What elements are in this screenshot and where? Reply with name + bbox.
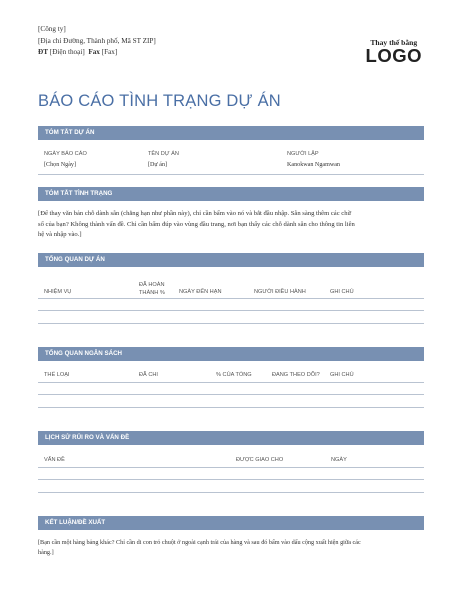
status-line: [Để thay văn bản chỗ dành sẵn (chẳng hạn như phần này), chỉ cần bấm vào nó và bắt đầu nhập. Sẵn sàng thêm các chữ [38,210,352,217]
col-date: NGÀY [331,457,347,463]
value-report-date[interactable]: [Chọn Ngày] [44,162,76,168]
section-risk-issue-history: LỊCH SỬ RỦI RO VÀ VẤN ĐỀ [38,431,424,445]
section-project-overview: TỔNG QUAN DỰ ÁN [38,253,424,267]
col-notes: GHI CHÚ [330,289,354,295]
table-row[interactable] [38,310,424,311]
table-row[interactable] [38,298,424,299]
status-text[interactable] [38,209,424,241]
label-report-date: NGÀY BÁO CÁO [44,151,87,157]
section-conclusion: KẾT LUẬN/ĐỀ XUẤT [38,516,424,530]
value-project-name[interactable]: [Dự án] [148,162,168,168]
col-issue: VẤN ĐỀ [44,457,65,463]
table-row[interactable] [38,479,424,480]
logo-placeholder[interactable] [366,38,422,65]
col-budget-notes: GHI CHÚ [330,372,354,378]
col-category: THỂ LOẠI [44,372,70,378]
col-percent-done-line2: THÀNH % [139,290,165,296]
company-info [38,24,156,59]
col-percent-done [139,281,165,297]
col-task: NHIỆM VỤ [44,289,72,295]
logo-text: LOGO [365,45,422,66]
company-contact [38,47,156,59]
col-owner: NGƯỜI ĐIỀU HÀNH [254,289,306,295]
section-status-summary: TÓM TẮT TÌNH TRẠNG [38,187,424,201]
col-percent-done-line1: ĐÃ HOÀN [139,282,165,288]
table-row[interactable] [38,467,424,468]
logo-subtitle: Thay thế bằng [370,38,418,47]
phone-value[interactable]: [Điện thoại] [49,48,85,56]
summary-divider [38,174,424,175]
label-prepared-by: NGƯỜI LẬP [287,151,319,157]
col-due-date: NGÀY ĐẾN HẠN [179,289,222,295]
table-row[interactable] [38,492,424,493]
company-name[interactable]: [Công ty] [38,25,66,33]
col-assigned-to: ĐƯỢC GIAO CHO [236,457,284,463]
label-project-name: TÊN DỰ ÁN [148,151,179,157]
table-row[interactable] [38,382,424,383]
section-project-summary: TÓM TẮT DỰ ÁN [38,126,424,140]
phone-label: ĐT [38,48,48,56]
conclusion-line: hàng.] [38,549,54,556]
conclusion-line: [Bạn cần một hàng bảng khác? Chỉ cần di con trỏ chuột ở ngoài cạnh trái của hàng và sau đó bấm vào dấu cộng xuất hiện giữa các [38,539,361,546]
col-spent: ĐÃ CHI [139,372,158,378]
col-on-track: ĐANG THEO DÕI? [272,372,320,378]
col-percent-total: % CỦA TỔNG [216,372,252,378]
fax-label: Fax [88,48,100,56]
table-row[interactable] [38,323,424,324]
table-row[interactable] [38,394,424,395]
status-line: số của bạn? Không thành vấn đề. Chỉ cần bấm đúp vào vùng đầu trang, nơi bạn thấy các chỗ dành sẵn cho thông tin liên [38,220,355,228]
fax-value[interactable]: [Fax] [101,48,118,56]
table-row[interactable] [38,407,424,408]
status-line: hệ và nhập vào.] [38,231,82,239]
section-budget-overview: TỔNG QUAN NGÂN SÁCH [38,347,424,361]
conclusion-text[interactable] [38,538,424,558]
company-address[interactable]: [Địa chỉ Đường, Thành phố, Mã ST ZIP] [38,36,156,45]
value-prepared-by[interactable]: Kanokwan Ngamwan [287,162,340,168]
report-title[interactable]: BÁO CÁO TÌNH TRẠNG DỰ ÁN [38,92,281,110]
